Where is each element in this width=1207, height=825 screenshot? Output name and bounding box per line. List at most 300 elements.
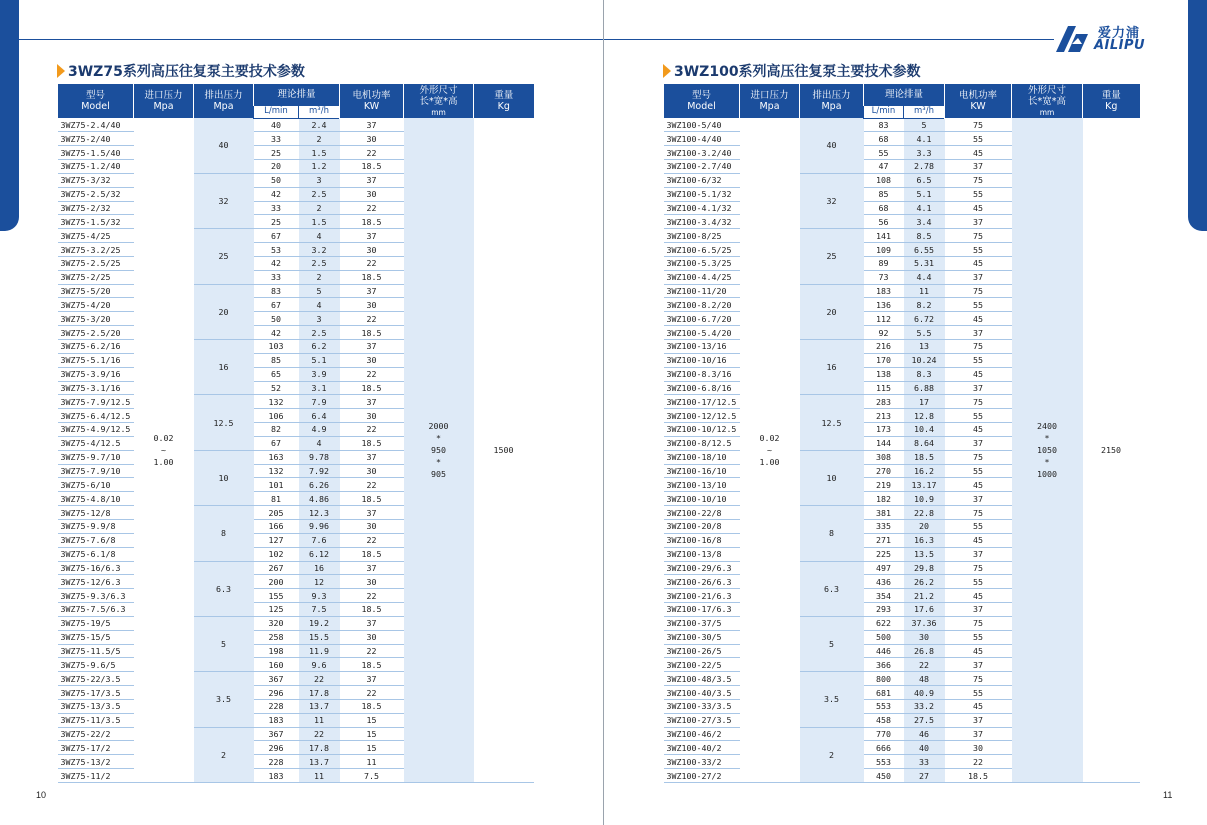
flow-m3h-cell: 13.17: [904, 478, 945, 492]
flow-m3h-cell: 11: [904, 284, 945, 298]
flow-lmin-cell: 293: [864, 603, 904, 617]
flow-m3h-cell: 13.5: [904, 547, 945, 561]
header-unit-m3h: m³/h: [904, 105, 945, 118]
motor-power-cell: 18.5: [340, 381, 404, 395]
flow-m3h-cell: 12.8: [904, 409, 945, 423]
dimensions-cell: 2000 * 950 * 905: [404, 118, 474, 783]
flow-m3h-cell: 3: [299, 173, 340, 187]
brand-name-en: AILIPU: [1094, 38, 1146, 53]
outlet-pressure-cell: 2: [194, 727, 254, 782]
flow-lmin-cell: 67: [254, 436, 299, 450]
model-cell: 3WZ75-7.6/8: [58, 533, 134, 547]
model-cell: 3WZ75-19/5: [58, 616, 134, 630]
model-cell: 3WZ75-4/25: [58, 229, 134, 243]
section-title: [663, 60, 1141, 82]
motor-power-cell: 30: [340, 464, 404, 478]
model-cell: 3WZ100-33/3.5: [664, 699, 740, 713]
header-displacement: 理论排量: [864, 84, 945, 105]
model-cell: 3WZ100-48/3.5: [664, 672, 740, 686]
motor-power-cell: 22: [340, 256, 404, 270]
ailipu-logo: [1054, 22, 1154, 54]
outlet-pressure-cell: 12.5: [194, 395, 254, 450]
model-cell: 3WZ100-27/3.5: [664, 713, 740, 727]
logo-mark-icon: [1054, 24, 1088, 52]
model-cell: 3WZ100-10/12.5: [664, 423, 740, 437]
motor-power-cell: 45: [945, 146, 1012, 160]
flow-lmin-cell: 283: [864, 395, 904, 409]
flow-lmin-cell: 160: [254, 658, 299, 672]
flow-m3h-cell: 26.2: [904, 575, 945, 589]
flow-lmin-cell: 335: [864, 519, 904, 533]
model-cell: 3WZ75-2.5/25: [58, 256, 134, 270]
model-cell: 3WZ75-6/10: [58, 478, 134, 492]
flow-lmin-cell: 65: [254, 367, 299, 381]
flow-m3h-cell: 29.8: [904, 561, 945, 575]
flow-lmin-cell: 354: [864, 589, 904, 603]
model-cell: 3WZ75-22/2: [58, 727, 134, 741]
model-cell: 3WZ75-11/3.5: [58, 713, 134, 727]
flow-m3h-cell: 1.5: [299, 146, 340, 160]
model-cell: 3WZ100-22/8: [664, 506, 740, 520]
flow-m3h-cell: 2.5: [299, 326, 340, 340]
flow-lmin-cell: 138: [864, 367, 904, 381]
motor-power-cell: 22: [340, 589, 404, 603]
flow-m3h-cell: 2.5: [299, 187, 340, 201]
motor-power-cell: 15: [340, 741, 404, 755]
flow-m3h-cell: 4: [299, 436, 340, 450]
motor-power-cell: 75: [945, 173, 1012, 187]
outlet-pressure-cell: 20: [800, 284, 864, 339]
motor-power-cell: 45: [945, 312, 1012, 326]
header-weight: 重量 Kg: [1083, 84, 1140, 118]
flow-lmin-cell: 141: [864, 229, 904, 243]
outlet-pressure-cell: 6.3: [194, 561, 254, 616]
motor-power-cell: 7.5: [340, 769, 404, 783]
flow-m3h-cell: 4.1: [904, 132, 945, 146]
motor-power-cell: 75: [945, 561, 1012, 575]
model-cell: 3WZ75-7.9/12.5: [58, 395, 134, 409]
header-model: 型号 Model: [664, 84, 740, 118]
flow-lmin-cell: 270: [864, 464, 904, 478]
flow-m3h-cell: 17.8: [299, 686, 340, 700]
model-cell: 3WZ100-6/32: [664, 173, 740, 187]
flow-lmin-cell: 366: [864, 658, 904, 672]
flow-m3h-cell: 22: [904, 658, 945, 672]
motor-power-cell: 37: [945, 215, 1012, 229]
flow-m3h-cell: 19.2: [299, 616, 340, 630]
flow-m3h-cell: 11.9: [299, 644, 340, 658]
motor-power-cell: 30: [340, 187, 404, 201]
flow-m3h-cell: 6.4: [299, 409, 340, 423]
model-cell: 3WZ75-1.2/40: [58, 160, 134, 174]
motor-power-cell: 22: [340, 478, 404, 492]
flow-lmin-cell: 367: [254, 672, 299, 686]
motor-power-cell: 45: [945, 533, 1012, 547]
motor-power-cell: 55: [945, 298, 1012, 312]
flow-m3h-cell: 6.55: [904, 243, 945, 257]
motor-power-cell: 22: [340, 201, 404, 215]
inlet-pressure-cell: 0.02 ~ 1.00: [740, 118, 800, 783]
outlet-pressure-cell: 3.5: [194, 672, 254, 727]
model-cell: 3WZ100-5/40: [664, 118, 740, 132]
table-row: [664, 118, 1140, 132]
outlet-pressure-cell: 8: [800, 506, 864, 561]
model-cell: 3WZ100-6.7/20: [664, 312, 740, 326]
model-cell: 3WZ100-26/6.3: [664, 575, 740, 589]
flow-lmin-cell: 296: [254, 741, 299, 755]
flow-lmin-cell: 101: [254, 478, 299, 492]
model-cell: 3WZ100-5.1/32: [664, 187, 740, 201]
model-cell: 3WZ75-6.1/8: [58, 547, 134, 561]
outlet-pressure-cell: 20: [194, 284, 254, 339]
flow-lmin-cell: 500: [864, 630, 904, 644]
section-title-text: 3WZ75系列高压往复泵主要技术参数: [68, 64, 305, 80]
outlet-pressure-cell: 12.5: [800, 395, 864, 450]
flow-lmin-cell: 83: [254, 284, 299, 298]
model-cell: 3WZ100-37/5: [664, 616, 740, 630]
model-cell: 3WZ75-6.2/16: [58, 340, 134, 354]
flow-m3h-cell: 9.6: [299, 658, 340, 672]
flow-m3h-cell: 37.36: [904, 616, 945, 630]
flow-lmin-cell: 132: [254, 464, 299, 478]
model-cell: 3WZ75-11.5/5: [58, 644, 134, 658]
model-cell: 3WZ75-2/25: [58, 270, 134, 284]
flow-m3h-cell: 7.92: [299, 464, 340, 478]
motor-power-cell: 45: [945, 367, 1012, 381]
outlet-pressure-cell: 32: [194, 173, 254, 228]
flow-lmin-cell: 458: [864, 713, 904, 727]
motor-power-cell: 37: [945, 727, 1012, 741]
page-spine: [603, 0, 604, 825]
flow-lmin-cell: 81: [254, 492, 299, 506]
model-cell: 3WZ100-8/12.5: [664, 436, 740, 450]
model-cell: 3WZ100-13/16: [664, 340, 740, 354]
flow-lmin-cell: 170: [864, 353, 904, 367]
motor-power-cell: 45: [945, 423, 1012, 437]
flow-lmin-cell: 681: [864, 686, 904, 700]
flow-lmin-cell: 296: [254, 686, 299, 700]
motor-power-cell: 37: [340, 395, 404, 409]
flow-lmin-cell: 450: [864, 769, 904, 783]
model-cell: 3WZ100-10/10: [664, 492, 740, 506]
motor-power-cell: 22: [945, 755, 1012, 769]
flow-m3h-cell: 8.64: [904, 436, 945, 450]
flow-m3h-cell: 22: [299, 672, 340, 686]
flow-m3h-cell: 17.8: [299, 741, 340, 755]
model-cell: 3WZ100-18/10: [664, 450, 740, 464]
motor-power-cell: 45: [945, 201, 1012, 215]
outlet-pressure-cell: 40: [194, 118, 254, 173]
outlet-pressure-cell: 10: [800, 450, 864, 505]
flow-lmin-cell: 205: [254, 506, 299, 520]
motor-power-cell: 75: [945, 672, 1012, 686]
motor-power-cell: 45: [945, 478, 1012, 492]
flow-lmin-cell: 73: [864, 270, 904, 284]
header-unit-lmin: L/min: [864, 105, 904, 118]
header-unit-m3h: m³/h: [299, 105, 340, 118]
flow-m3h-cell: 1.2: [299, 160, 340, 174]
motor-power-cell: 30: [340, 298, 404, 312]
motor-power-cell: 37: [340, 118, 404, 132]
flow-m3h-cell: 2: [299, 270, 340, 284]
flow-m3h-cell: 22: [299, 727, 340, 741]
flow-m3h-cell: 8.5: [904, 229, 945, 243]
motor-power-cell: 11: [340, 755, 404, 769]
spec-table-3wz100: [663, 84, 1140, 783]
flow-m3h-cell: 7.6: [299, 533, 340, 547]
flow-m3h-cell: 2.78: [904, 160, 945, 174]
motor-power-cell: 37: [945, 436, 1012, 450]
flow-lmin-cell: 320: [254, 616, 299, 630]
flow-lmin-cell: 103: [254, 340, 299, 354]
flow-lmin-cell: 136: [864, 298, 904, 312]
flow-lmin-cell: 183: [864, 284, 904, 298]
flow-lmin-cell: 68: [864, 201, 904, 215]
outlet-pressure-cell: 2: [800, 727, 864, 782]
dimensions-cell: 2400 * 1050 * 1000: [1012, 118, 1083, 783]
flow-lmin-cell: 92: [864, 326, 904, 340]
model-cell: 3WZ100-26/5: [664, 644, 740, 658]
flow-m3h-cell: 33: [904, 755, 945, 769]
section-title-text: 3WZ100系列高压往复泵主要技术参数: [674, 64, 921, 80]
motor-power-cell: 75: [945, 395, 1012, 409]
motor-power-cell: 75: [945, 229, 1012, 243]
flow-lmin-cell: 200: [254, 575, 299, 589]
flow-m3h-cell: 9.3: [299, 589, 340, 603]
flow-lmin-cell: 163: [254, 450, 299, 464]
motor-power-cell: 30: [340, 132, 404, 146]
flow-lmin-cell: 497: [864, 561, 904, 575]
title-arrow-icon: [663, 64, 671, 78]
flow-m3h-cell: 4.1: [904, 201, 945, 215]
motor-power-cell: 55: [945, 243, 1012, 257]
motor-power-cell: 45: [945, 589, 1012, 603]
motor-power-cell: 18.5: [945, 769, 1012, 783]
flow-lmin-cell: 267: [254, 561, 299, 575]
flow-m3h-cell: 3: [299, 312, 340, 326]
model-cell: 3WZ75-9.7/10: [58, 450, 134, 464]
motor-power-cell: 37: [340, 506, 404, 520]
model-cell: 3WZ75-5.1/16: [58, 353, 134, 367]
model-cell: 3WZ100-4.4/25: [664, 270, 740, 284]
flow-m3h-cell: 20: [904, 519, 945, 533]
motor-power-cell: 18.5: [340, 436, 404, 450]
flow-lmin-cell: 67: [254, 229, 299, 243]
flow-m3h-cell: 5.31: [904, 256, 945, 270]
motor-power-cell: 37: [945, 658, 1012, 672]
motor-power-cell: 55: [945, 575, 1012, 589]
flow-m3h-cell: 6.72: [904, 312, 945, 326]
model-cell: 3WZ75-3.1/16: [58, 381, 134, 395]
flow-m3h-cell: 26.8: [904, 644, 945, 658]
outlet-pressure-cell: 3.5: [800, 672, 864, 727]
flow-lmin-cell: 47: [864, 160, 904, 174]
flow-m3h-cell: 7.9: [299, 395, 340, 409]
flow-m3h-cell: 3.9: [299, 367, 340, 381]
motor-power-cell: 18.5: [340, 603, 404, 617]
motor-power-cell: 45: [945, 699, 1012, 713]
outlet-pressure-cell: 5: [800, 616, 864, 671]
motor-power-cell: 37: [340, 229, 404, 243]
flow-lmin-cell: 83: [864, 118, 904, 132]
flow-m3h-cell: 16: [299, 561, 340, 575]
flow-lmin-cell: 25: [254, 215, 299, 229]
flow-m3h-cell: 27: [904, 769, 945, 783]
flow-lmin-cell: 228: [254, 755, 299, 769]
flow-lmin-cell: 436: [864, 575, 904, 589]
model-cell: 3WZ75-1.5/40: [58, 146, 134, 160]
model-cell: 3WZ100-4/40: [664, 132, 740, 146]
flow-m3h-cell: 5.1: [299, 353, 340, 367]
motor-power-cell: 30: [340, 519, 404, 533]
motor-power-cell: 45: [945, 644, 1012, 658]
motor-power-cell: 37: [945, 547, 1012, 561]
model-cell: 3WZ100-27/2: [664, 769, 740, 783]
motor-power-cell: 37: [945, 270, 1012, 284]
model-cell: 3WZ75-2.5/32: [58, 187, 134, 201]
flow-m3h-cell: 12: [299, 575, 340, 589]
model-cell: 3WZ100-3.4/32: [664, 215, 740, 229]
model-cell: 3WZ100-8.3/16: [664, 367, 740, 381]
flow-m3h-cell: 9.78: [299, 450, 340, 464]
motor-power-cell: 37: [945, 603, 1012, 617]
motor-power-cell: 30: [340, 575, 404, 589]
motor-power-cell: 37: [945, 713, 1012, 727]
flow-lmin-cell: 127: [254, 533, 299, 547]
motor-power-cell: 22: [340, 312, 404, 326]
flow-lmin-cell: 67: [254, 298, 299, 312]
model-cell: 3WZ75-4/20: [58, 298, 134, 312]
motor-power-cell: 37: [340, 561, 404, 575]
motor-power-cell: 55: [945, 686, 1012, 700]
outlet-pressure-cell: 25: [800, 229, 864, 284]
flow-lmin-cell: 381: [864, 506, 904, 520]
motor-power-cell: 15: [340, 713, 404, 727]
flow-lmin-cell: 553: [864, 699, 904, 713]
flow-m3h-cell: 16.2: [904, 464, 945, 478]
model-cell: 3WZ75-22/3.5: [58, 672, 134, 686]
flow-m3h-cell: 17: [904, 395, 945, 409]
model-cell: 3WZ75-16/6.3: [58, 561, 134, 575]
flow-m3h-cell: 2: [299, 201, 340, 215]
outlet-pressure-cell: 8: [194, 506, 254, 561]
model-cell: 3WZ100-16/8: [664, 533, 740, 547]
flow-lmin-cell: 82: [254, 423, 299, 437]
flow-m3h-cell: 5.1: [904, 187, 945, 201]
flow-lmin-cell: 40: [254, 118, 299, 132]
flow-m3h-cell: 40.9: [904, 686, 945, 700]
weight-cell: 2150: [1083, 118, 1140, 783]
flow-lmin-cell: 166: [254, 519, 299, 533]
outlet-pressure-cell: 16: [800, 340, 864, 395]
flow-m3h-cell: 15.5: [299, 630, 340, 644]
section-3wz100: [663, 60, 1141, 783]
right-header-rule: [604, 39, 1054, 40]
model-cell: 3WZ100-40/3.5: [664, 686, 740, 700]
right-page-tab: [1188, 0, 1207, 231]
flow-lmin-cell: 622: [864, 616, 904, 630]
left-header-rule: [19, 39, 603, 40]
flow-lmin-cell: 85: [254, 353, 299, 367]
motor-power-cell: 18.5: [340, 658, 404, 672]
motor-power-cell: 18.5: [340, 326, 404, 340]
flow-lmin-cell: 50: [254, 173, 299, 187]
flow-m3h-cell: 10.9: [904, 492, 945, 506]
flow-lmin-cell: 106: [254, 409, 299, 423]
model-cell: 3WZ75-5/20: [58, 284, 134, 298]
motor-power-cell: 18.5: [340, 270, 404, 284]
motor-power-cell: 75: [945, 340, 1012, 354]
motor-power-cell: 75: [945, 284, 1012, 298]
flow-lmin-cell: 183: [254, 769, 299, 783]
flow-m3h-cell: 27.5: [904, 713, 945, 727]
model-cell: 3WZ75-6.4/12.5: [58, 409, 134, 423]
flow-m3h-cell: 10.24: [904, 353, 945, 367]
flow-lmin-cell: 115: [864, 381, 904, 395]
flow-m3h-cell: 46: [904, 727, 945, 741]
model-cell: 3WZ100-46/2: [664, 727, 740, 741]
model-cell: 3WZ100-40/2: [664, 741, 740, 755]
flow-m3h-cell: 4.4: [904, 270, 945, 284]
model-cell: 3WZ100-33/2: [664, 755, 740, 769]
header-outlet-pressure: 排出压力 Mpa: [800, 84, 864, 118]
flow-m3h-cell: 12.3: [299, 506, 340, 520]
flow-lmin-cell: 68: [864, 132, 904, 146]
flow-m3h-cell: 33.2: [904, 699, 945, 713]
header-motor-power: 电机功率 KW: [945, 84, 1012, 118]
flow-m3h-cell: 30: [904, 630, 945, 644]
flow-lmin-cell: 258: [254, 630, 299, 644]
flow-m3h-cell: 13: [904, 340, 945, 354]
model-cell: 3WZ100-5.3/25: [664, 256, 740, 270]
flow-m3h-cell: 4: [299, 229, 340, 243]
model-cell: 3WZ75-2.4/40: [58, 118, 134, 132]
flow-lmin-cell: 553: [864, 755, 904, 769]
model-cell: 3WZ100-8/25: [664, 229, 740, 243]
section-3wz75: [57, 60, 535, 783]
model-cell: 3WZ75-3.9/16: [58, 367, 134, 381]
flow-m3h-cell: 1.5: [299, 215, 340, 229]
flow-lmin-cell: 25: [254, 146, 299, 160]
flow-lmin-cell: 182: [864, 492, 904, 506]
flow-lmin-cell: 367: [254, 727, 299, 741]
flow-m3h-cell: 18.5: [904, 450, 945, 464]
brand-name-cn: 爱力浦: [1098, 26, 1141, 41]
model-cell: 3WZ100-16/10: [664, 464, 740, 478]
model-cell: 3WZ100-20/8: [664, 519, 740, 533]
flow-m3h-cell: 2: [299, 132, 340, 146]
model-cell: 3WZ100-12/12.5: [664, 409, 740, 423]
motor-power-cell: 37: [945, 492, 1012, 506]
motor-power-cell: 18.5: [340, 547, 404, 561]
flow-lmin-cell: 198: [254, 644, 299, 658]
flow-lmin-cell: 219: [864, 478, 904, 492]
page-number-left: 10: [36, 790, 47, 800]
flow-m3h-cell: 4.86: [299, 492, 340, 506]
flow-lmin-cell: 225: [864, 547, 904, 561]
model-cell: 3WZ75-4/12.5: [58, 436, 134, 450]
model-cell: 3WZ75-2/40: [58, 132, 134, 146]
model-cell: 3WZ75-3/32: [58, 173, 134, 187]
motor-power-cell: 37: [340, 340, 404, 354]
outlet-pressure-cell: 10: [194, 450, 254, 505]
model-cell: 3WZ75-12/6.3: [58, 575, 134, 589]
motor-power-cell: 55: [945, 464, 1012, 478]
flow-m3h-cell: 16.3: [904, 533, 945, 547]
flow-lmin-cell: 213: [864, 409, 904, 423]
motor-power-cell: 45: [945, 256, 1012, 270]
flow-m3h-cell: 13.7: [299, 699, 340, 713]
